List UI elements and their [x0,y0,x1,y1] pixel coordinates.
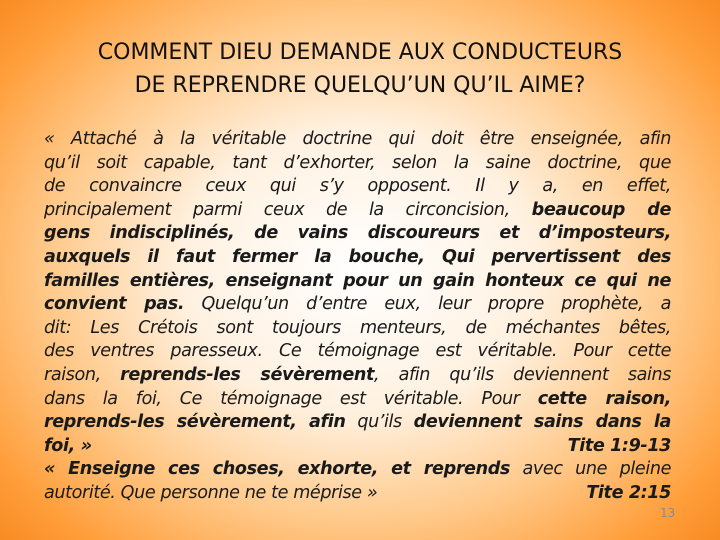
text-line [44,411,671,435]
text-line: qu’il soit capable, tant d’exhorter, selon la saine doctrine, que [44,152,671,173]
text-line [44,482,671,506]
title-line-2: DE REPRENDRE QUELQU’UN QU’IL AIME? [134,73,586,98]
text-span: avec une pleine [522,459,671,480]
slide-title [40,36,680,102]
text-span: Quelqu’un d’entre eux, leur propre prophète, a [201,294,671,315]
text-line [44,199,671,223]
text-line [44,293,671,317]
bold-text: foi, » [44,435,92,456]
text-line [44,435,671,459]
bold-text: convient pas. [44,294,185,315]
bold-text: reprends-les sévèrement [120,364,375,385]
text-line [44,222,671,246]
verse-reference: Tite 1:9-13 [567,435,671,456]
text-span: principalement parmi ceux de la circoncision, [44,199,510,220]
bold-text: « Enseigne ces choses, exhorte, et reprends [44,459,510,480]
text-span: autorité. Que personne ne te méprise » [44,482,378,503]
text-line [44,246,671,270]
verse-reference: Tite 2:15 [586,482,671,503]
bold-text: deviennent sains dans la [413,412,671,433]
text-span: , afin qu’ils deviennent sains [374,364,671,385]
text-line: dit: Les Crétois sont toujours menteurs, de méchantes bêtes, [44,317,671,338]
text-line [44,364,671,388]
bold-text: familles entières, enseignant pour un gain honteux ce qui ne [44,270,671,291]
page-number: 13 [660,506,676,520]
text-line: « Attaché à la véritable doctrine qui doit être enseignée, afin [44,129,671,149]
text-line: de convaincre ceux qui s’y opposent. Il y a, en effet, [44,176,671,197]
bold-text: reprends-les sévèrement, afin [44,412,346,433]
title-line-1: COMMENT DIEU DEMANDE AUX CONDUCTEURS [97,40,623,65]
scripture-text [44,128,671,506]
text-span: raison, [44,364,101,385]
bold-text: auxquels il faut fermer la bouche, Qui pervertissent des [44,246,671,267]
text-line [44,270,671,294]
text-line [44,458,671,482]
bold-text: gens indisciplinés, de vains discoureurs et d’imposteurs, [44,223,671,244]
text-span: dans la foi, Ce témoignage est véritable. Pour [44,388,520,409]
text-span: qu’ils [357,412,402,433]
text-line [44,388,671,412]
bold-text: cette raison, [537,388,672,409]
bold-text: beaucoup de [531,199,672,220]
text-line: des ventres paresseux. Ce témoignage est véritable. Pour cette [44,341,671,362]
